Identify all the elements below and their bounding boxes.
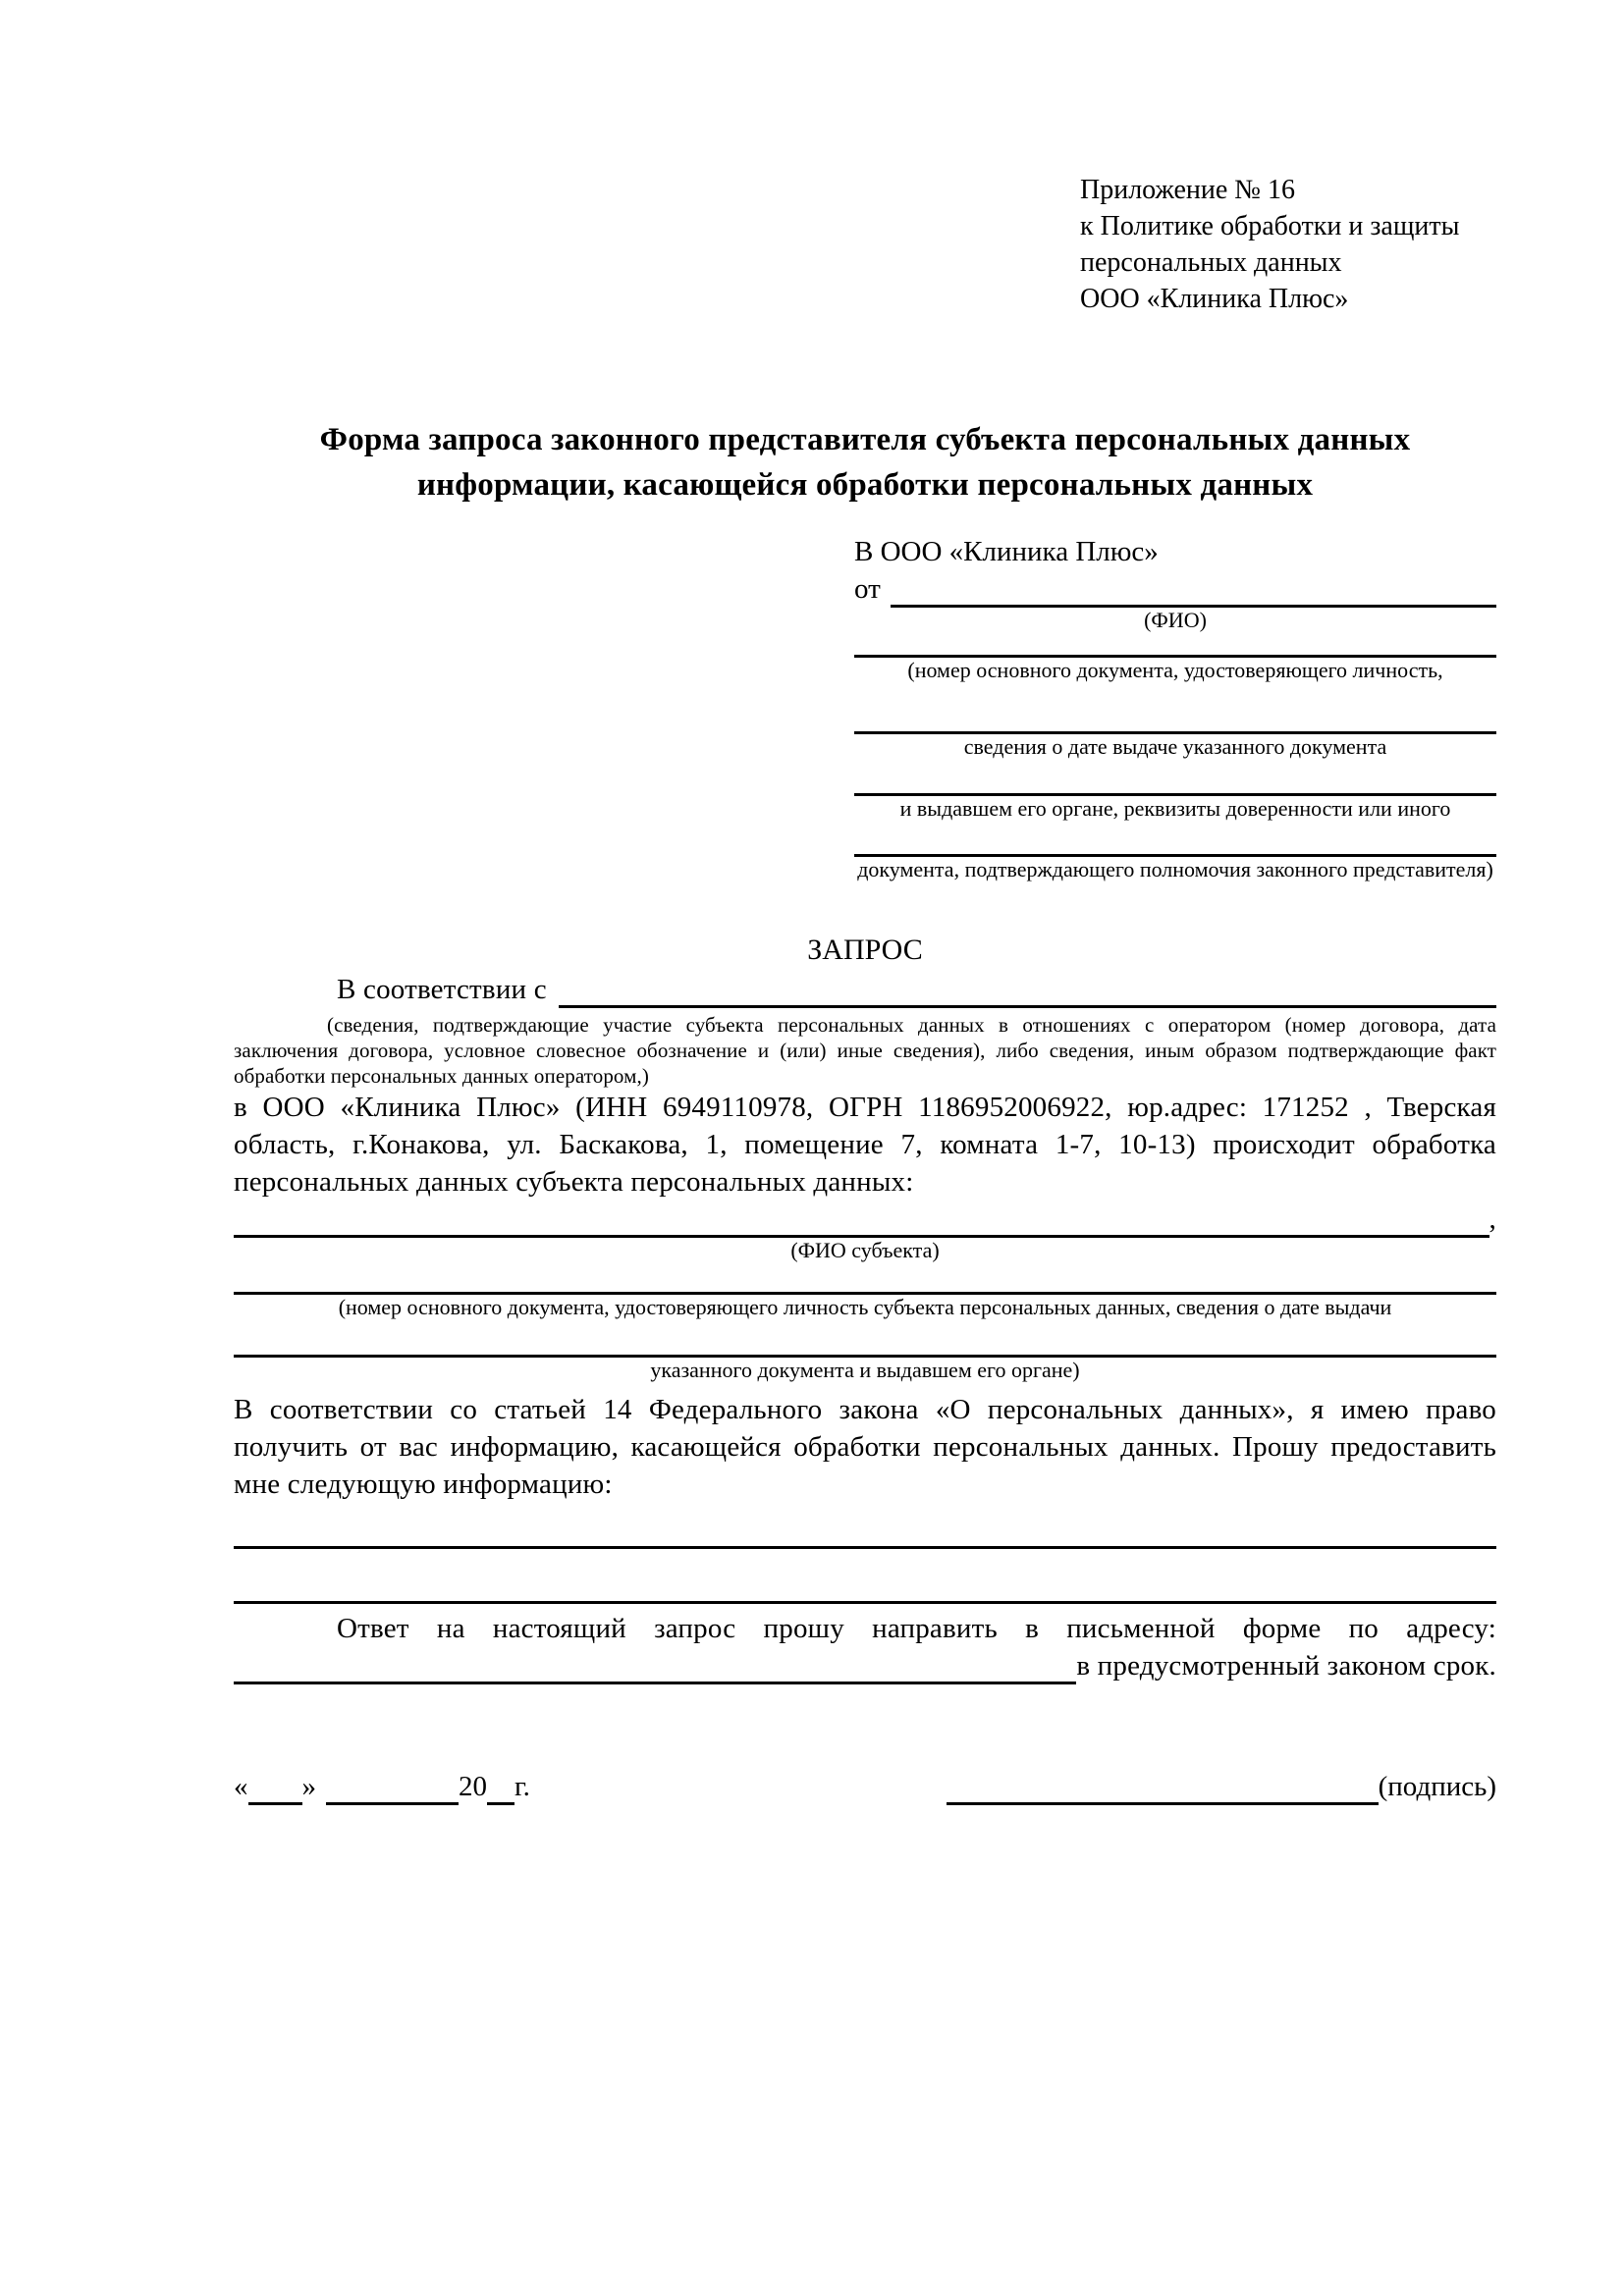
accordance-label: В соответствии с (337, 974, 547, 1005)
subject-fio-comma: , (1489, 1203, 1496, 1235)
representative-doc-caption: и выдавшем его органе, реквизиты доверенности или иного (899, 796, 1451, 821)
date-year-prefix: 20 (459, 1771, 487, 1802)
accordance-field (234, 971, 1496, 1008)
subject-doc-blank-line (234, 1270, 1496, 1295)
signature-blank-line (947, 1798, 1379, 1805)
date-quote-close: » (301, 1771, 316, 1802)
addressee-to: В ООО «Клиника Плюс» (854, 536, 1159, 567)
date-field (234, 1768, 530, 1805)
date-day-blank (248, 1798, 302, 1805)
subject-fio-blank-line (234, 1230, 1489, 1238)
form-title-line-2: информации, касающейся обработки персональных данных (416, 467, 1314, 503)
from-field (854, 570, 1496, 608)
signature-caption: (подпись) (1378, 1771, 1496, 1802)
appendix-line: Приложение № 16 (1080, 175, 1295, 205)
subject-doc-caption: указанного документа и выдавшем его органе) (650, 1358, 1080, 1382)
subject-fio-field (234, 1201, 1496, 1238)
fio-subject-caption: (ФИО субъекта) (790, 1238, 940, 1262)
footer-row (234, 1768, 1496, 1805)
appendix-line: к Политике обработки и защиты (1080, 211, 1460, 241)
law-paragraph: В соответствии со статьей 14 Федерального закона «О персональных данных», я имею право получить от вас информацию, касающейся обработки персональных данных. Прошу предоставить мне следующую информацию: (234, 1394, 1496, 1500)
address-blank-line (234, 1677, 1076, 1684)
accordance-caption: (сведения, подтверждающие участие субъекта персональных данных в отношениях с оператором (номер договора, дата заключения договора, условное словесное обозначение и (или) иные сведения), либо сведения, иным образом подтверждающие факт обработки персональных данных оператором,) (234, 1013, 1496, 1088)
answer-tail: в предусмотренный законом срок. (1076, 1650, 1496, 1682)
representative-doc-caption: (номер основного документа, удостоверяющего личность, (907, 658, 1443, 682)
request-heading: ЗАПРОС (807, 934, 923, 966)
date-year-suffix: г. (514, 1771, 530, 1802)
from-blank-line (891, 600, 1496, 608)
representative-doc-blank-line (854, 633, 1496, 658)
accordance-blank-line (559, 1000, 1496, 1008)
appendix-block (1080, 172, 1496, 317)
signature-field (947, 1768, 1496, 1805)
representative-doc-blank-line (854, 832, 1496, 857)
operator-paragraph: в ООО «Клиника Плюс» (ИНН 6949110978, ОГРН 1186952006922, юр.адрес: 171252 , Тверская область, г.Конакова, ул. Баскакова, 1, помещение 7, комната 1-7, 10-13) происходит обработка персональных данных субъекта персональных данных: (234, 1092, 1496, 1198)
info-blank-line (234, 1524, 1496, 1549)
addressee-block (854, 533, 1496, 882)
representative-doc-caption: сведения о дате выдаче указанного документа (963, 734, 1387, 759)
subject-doc-blank-line (234, 1333, 1496, 1358)
date-month-blank (326, 1798, 459, 1805)
fio-caption: (ФИО) (1144, 608, 1207, 632)
representative-doc-caption: документа, подтверждающего полномочия законного представителя) (857, 857, 1493, 881)
from-label: от (854, 573, 881, 605)
subject-doc-caption: (номер основного документа, удостоверяющего личность субъекта персональных данных, сведения о дате выдачи (338, 1295, 1392, 1319)
date-quote-open: « (234, 1771, 248, 1802)
date-year-blank (487, 1798, 514, 1805)
answer-paragraph: Ответ на настоящий запрос прошу направить в письменной форме по адресу: (337, 1613, 1496, 1644)
form-title-line-1: Форма запроса законного представителя субъекта персональных данных (319, 422, 1411, 457)
info-blank-line (234, 1579, 1496, 1604)
answer-address-field (234, 1647, 1496, 1684)
form-title (234, 417, 1496, 507)
appendix-line: ООО «Клиника Плюс» (1080, 284, 1349, 314)
representative-doc-blank-line (854, 710, 1496, 734)
representative-doc-blank-line (854, 772, 1496, 796)
appendix-line: персональных данных (1080, 247, 1342, 278)
